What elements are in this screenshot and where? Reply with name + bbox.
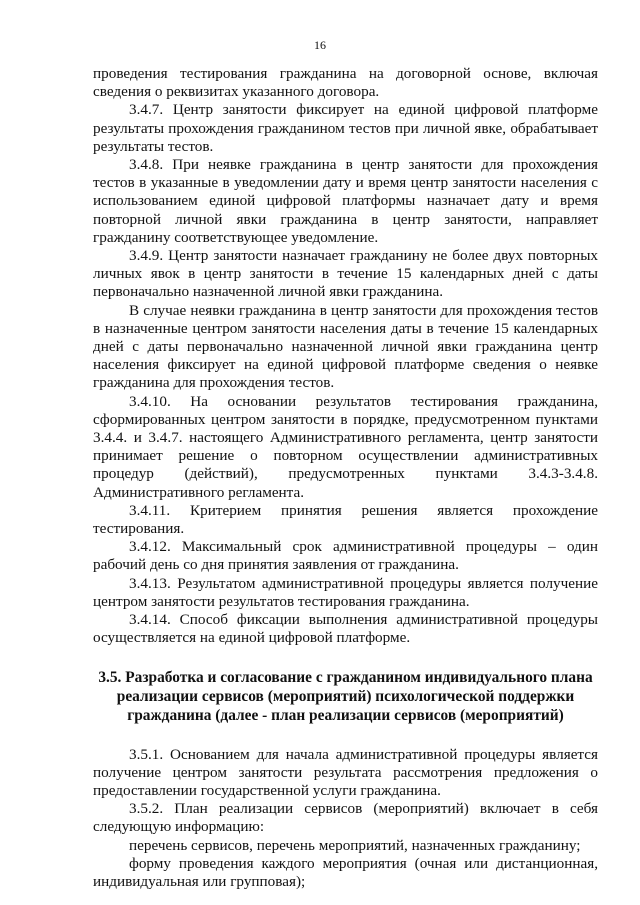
paragraph: 3.4.12. Максимальный срок административной процедуры – один рабочий день со дня принятия заявления от гражданина.: [93, 538, 598, 574]
paragraph: перечень сервисов, перечень мероприятий, назначенных гражданину;: [129, 836, 581, 854]
paragraph: 3.4.13. Результатом административной процедуры является получение центром занятости результатов тестирования гражданина.: [93, 574, 598, 610]
paragraph: проведения тестирования гражданина на договорной основе, включая сведения о реквизитах указанного договора.: [93, 65, 598, 101]
paragraph: 3.4.7. Центр занятости фиксирует на единой цифровой платформе результаты прохождения гражданином тестов при личной явке, обрабатывает результаты тестов.: [93, 101, 598, 155]
section-heading-line: реализации сервисов (мероприятий) психологической поддержки: [116, 687, 575, 705]
section-heading: [93, 668, 598, 725]
paragraph: 3.4.10. На основании результатов тестирования гражданина, сформированных центром занятости в порядке, предусмотренном пунктами 3.4.4. и 3.4.7. настоящего Административного регламента, центр занятости принимает решение о повторном осуществлении административных процедур (действий), предусмотренных пунктами 3.4.3-3.4.8. Административного регламента.: [93, 392, 598, 501]
section-heading-line: гражданина (далее - план реализации сервисов (мероприятий): [127, 706, 564, 724]
section-heading-line: 3.5. Разработка и согласование с гражданином индивидуального плана: [98, 668, 593, 686]
page-number: 16: [314, 38, 326, 52]
paragraph: В случае неявки гражданина в центр занятости для прохождения тестов в назначенные центром занятости населения даты в течение 15 календарных дней с даты первоначально назначенной личной явки гражданина центр населения фиксирует на единой цифровой платформе сведения о неявке гражданина для прохождения тестов.: [93, 301, 598, 392]
paragraph: форму проведения каждого мероприятия (очная или дистанционная, индивидуальная или групповая);: [93, 854, 598, 890]
paragraph: 3.4.11. Критерием принятия решения является прохождение тестирования.: [93, 501, 598, 538]
paragraph: 3.5.1. Основанием для начала административной процедуры является получение центром занятости результата рассмотрения предложения о предоставлении государственной услуги гражданина.: [93, 745, 598, 799]
paragraph: 3.4.14. Способ фиксации выполнения административной процедуры осуществляется на единой цифровой платформе.: [93, 611, 598, 647]
paragraph: 3.5.2. План реализации сервисов (мероприятий) включает в себя следующую информацию:: [93, 800, 598, 836]
page-text: [93, 65, 598, 891]
paragraph: 3.4.9. Центр занятости назначает гражданину не более двух повторных личных явок в центр занятости в течение 15 календарных дней с даты первоначально назначенной личной явки гражданина.: [93, 247, 598, 301]
paragraph: 3.4.8. При неявке гражданина в центр занятости для прохождения тестов в указанные в уведомлении дату и время центр занятости населения с использованием единой цифровой платформы назначает дату и время повторной личной явки гражданина в центр занятости, направляет гражданину соответствующее уведомление.: [93, 156, 598, 246]
